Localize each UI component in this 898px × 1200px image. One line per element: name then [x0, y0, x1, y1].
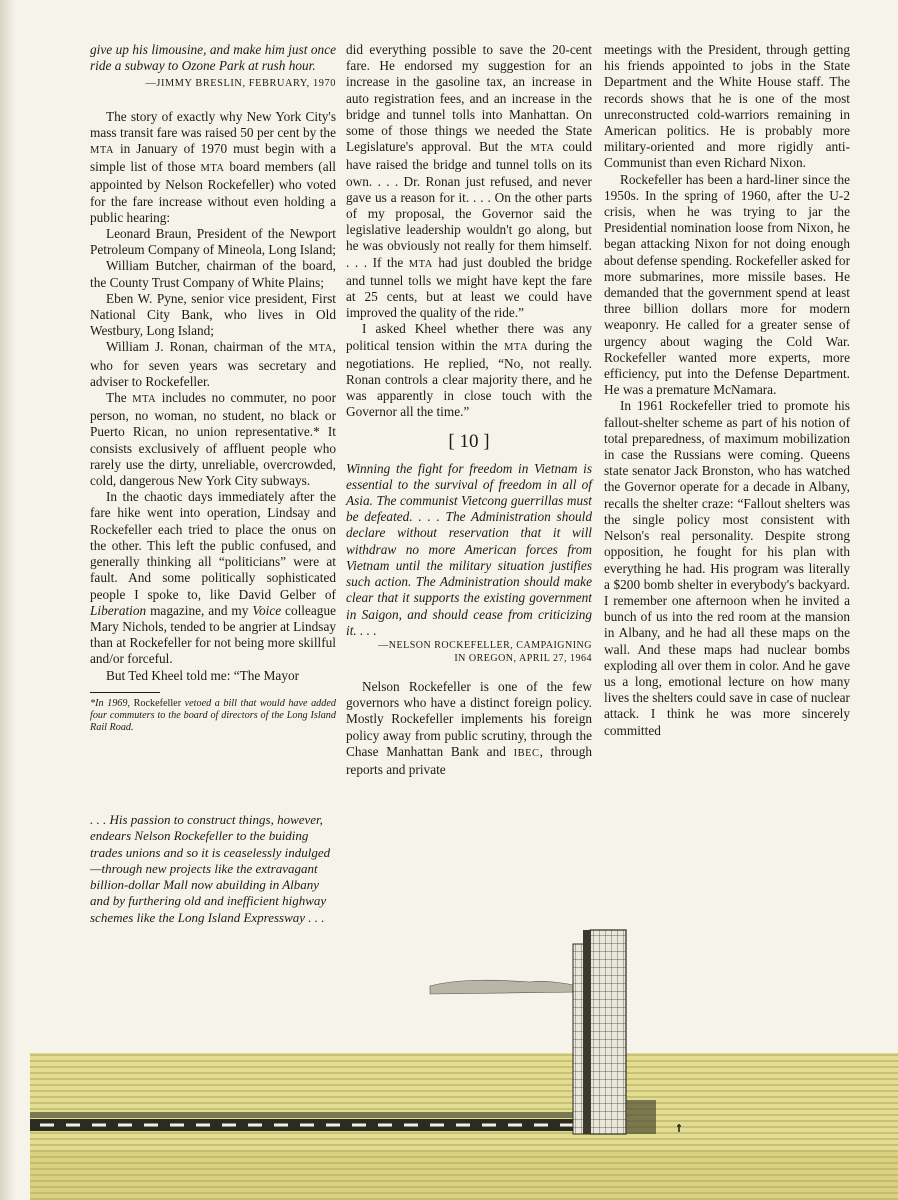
- board-member-butcher: William Butcher, chairman of the board, the County Trust Company of White Plains;: [90, 258, 336, 290]
- paragraph: The story of exactly why New York City's mass transit fare was raised 50 per cent by the MTA in January of 1970 must begin with a simple list of those MTA board members (all appointed by Nelson Rockefeller) who voted for the fare increase without even holding a public hearing:: [90, 108, 336, 225]
- tower-shadow: [626, 1100, 656, 1134]
- paragraph: But Ted Kheel told me: “The Mayor: [106, 667, 300, 683]
- paragraph: The MTA includes no commuter, no poor person, no woman, no student, no black or Puerto Rican, no union representative.* It consists exclusively of affluent people who rarely use the dirty, unreliable, overcrowded, cold, dangerous New York City subways.: [90, 390, 336, 489]
- epigraph-attribution: —NELSON ROCKEFELLER, CAMPAIGNING IN OREGON, APRIL 27, 1964: [378, 639, 592, 664]
- epigraph-breslin: give up his limousine, and make him just once ride a subway to Ozone Park at rush hour.: [90, 42, 336, 74]
- section-number: [ 10 ]: [448, 430, 490, 452]
- paragraph: In the chaotic days immediately after the fare hike went into operation, Lindsay and Rockefeller each tried to place the onus on the other. This left the public confused, and generally thinking all “politicians” were at fault. And some politically sophisticated people I spoke to, like David Gelber of Liberation magazine, and my Voice colleague Mary Nichols, tended to be angrier at Lindsay than at Rockefeller for not being more skillful and/or forceful.: [90, 489, 336, 667]
- article-column-1: [90, 42, 336, 734]
- epigraph-attribution: —JIMMY BRESLIN, FEBRUARY, 1970: [145, 78, 336, 90]
- article-column-3: [604, 42, 850, 739]
- board-member-braun: Leonard Braun, President of the Newport Petroleum Company of Mineola, Long Island;: [90, 226, 336, 258]
- epigraph-rockefeller: Winning the fight for freedom in Vietnam is essential to the survival of freedom in all of Asia. The communist Vietcong guerrillas must be defeated. . . . The Administration should declare without reservation that it will withdraw no more American forces from Vietnam until the military situation justifies such action. The Administration should make clear that it supports the existing government in Saigon, and should cease from criticizing it. . . .: [346, 460, 592, 638]
- board-member-pyne: Eben W. Pyne, senior vice president, First National City Bank, who lives in Old Westbury, Long Island;: [90, 290, 336, 339]
- paragraph: In 1961 Rockefeller tried to promote his fallout-shelter scheme as part of his notion of total preparedness, of maximum mobilization in case the Russians were coming. Queens state senator Jack Bronston, who has watched the Governor operate for a decade in Albany, recalls the shelter craze: “Fallout shelters was the single policy most consistent with Nelson's real personality. Despite strong opposition, he fought for his plan with everything he had. His program was literally a $200 bomb shelter in everybody's backyard. I remember one afternoon when he invited a bunch of us into the red room at the mansion in Albany, and he had all these maps on the wall. And these maps had nuclear bombs exploding all over them in color. And he gave us a long, emotional lecture on how many lives the shelters could save in case of nuclear attack. I think he was more sincerely committed: [604, 398, 850, 738]
- article-column-2: [346, 42, 592, 778]
- tower-highway-illustration: [0, 920, 898, 1200]
- paragraph: Rockefeller has been a hard-liner since the 1950s. In the spring of 1960, after the U-2 crisis, when he was trying to jar the Presidential nomination loose from Nixon, he began attacking Nixon for not doing enough about defense spending. Rockefeller asked for more submarines, more missile bases. He demanded that the government spend at least three billion dollars more for modern weaponry. He called for a greater sense of urgency about waging the Cold War. Rockefeller wanted more experts, more efficiency, put into the Defense Department. He was a premature McNamara.: [604, 171, 850, 398]
- paragraph: I asked Kheel whether there was any political tension within the MTA during the negotiations. He replied, “No, not really. Ronan controls a clear majority there, and he was apparently in close touch with the Governor all the time.”: [346, 321, 592, 420]
- paragraph: Nelson Rockefeller is one of the few governors who have a distinct foreign policy. Mostly Rockefeller implements his foreign policy away from public scrutiny, through the Chase Manhattan Bank and IBEC, through reports and private: [346, 678, 593, 777]
- paragraph: meetings with the President, through getting his friends appointed to jobs in the State Department and the White House staff. The records shows that he is one of the most unreconstructed cold-warriors remaining in American politics. He is probably more military-oriented and more rigidly anti-Communist than even Richard Nixon.: [604, 42, 850, 171]
- paragraph: did everything possible to save the 20-cent fare. He endorsed my suggestion for an increase in the gasoline tax, an increase in auto registration fees, and an increase in the bridge and tunnel tolls into Manhattan. On some of those things we needed the State Legislature's approval. But the MTA could have raised the bridge and tunnel tolls on its own. . . . Dr. Ronan just refused, and never gave us a reason for it. . . . On the other parts of my proposal, the Governor said the legislative leadership wouldn't go along, but he was obviously not really for them himself. . . . If the MTA had just doubled the bridge and tunnel tolls we might have kept the fare at 25 cents, but at least we could have improved the quality of the ride.”: [346, 42, 592, 321]
- distant-skyline: [430, 980, 578, 994]
- illustration-caption: . . . His passion to construct things, however, endears Nelson Rockefeller to the buiding trades unions and so it is ceaselessly indulged—through new projects like the extravagant billion-dollar Mall now abuilding in Albany and by furthering old and inefficient highway schemes like the Long Island Expressway . . .: [90, 812, 331, 925]
- footnote-divider: [90, 692, 160, 693]
- tower-main-block: [590, 930, 626, 1134]
- board-member-ronan: William J. Ronan, chairman of the MTA, who for seven years was secretary and adviser to Rockefeller.: [90, 339, 336, 389]
- footnote: *In 1969, Rockefeller vetoed a bill that would have added four commuters to the board of directors of the Long Island Rail Road.: [90, 697, 336, 734]
